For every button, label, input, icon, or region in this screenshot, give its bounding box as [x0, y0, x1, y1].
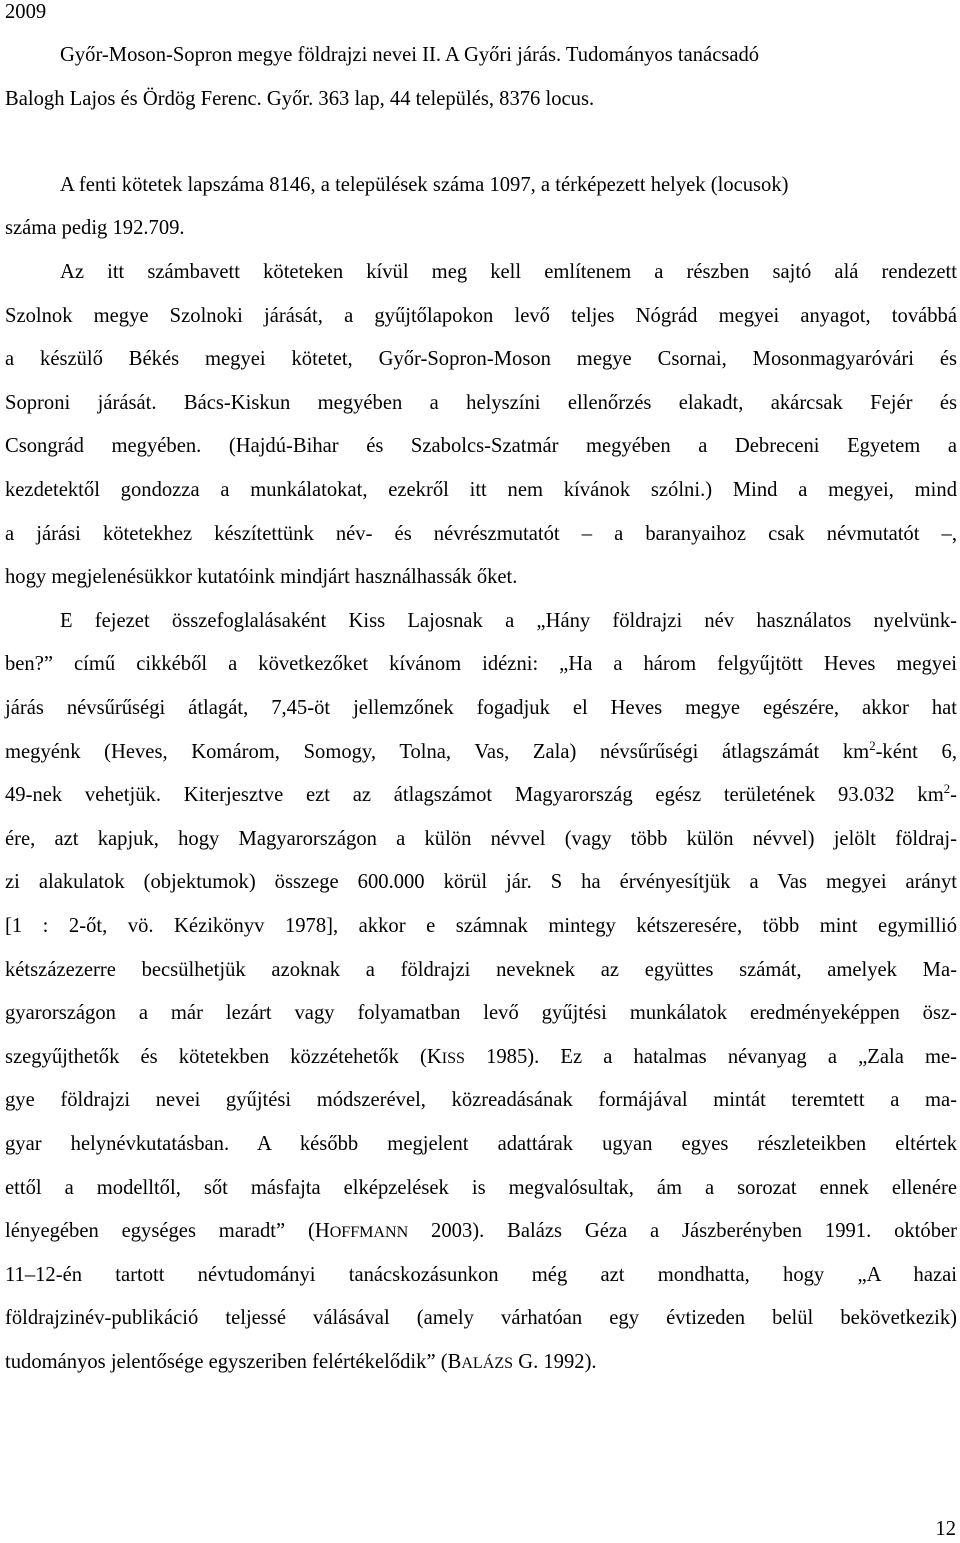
text-line: ére, azt kapjuk, hogy Magyarországon a külön névvel (vagy több külön névvel) jelölt földraj- — [5, 828, 957, 850]
text-line: Csongrád megyében. (Hajdú-Bihar és Szabolcs-Szatmár megyében a Debreceni Egyetem a — [5, 435, 957, 457]
text-span: -ként 6, — [875, 741, 957, 763]
entry-title: Győr-Moson-Sopron megye földrajzi nevei II. A Győri járás. Tudományos tanácsadó — [60, 44, 760, 66]
text-span: lényegében egységes maradt” (H — [5, 1220, 330, 1242]
text-line: Szolnok megye Szolnoki járását, a gyűjtőlapokon levő teljes Nógrád megyei anyagot, továbbá — [5, 305, 957, 327]
text-span: tudományos jelentősége egyszeriben felértékelődik” (B — [5, 1351, 462, 1373]
text-span: - — [950, 784, 957, 806]
summary-line: száma pedig 192.709. — [5, 217, 185, 239]
text-line — [5, 1350, 957, 1374]
text-line: járás névsűrűségi átlagát, 7,45-öt jellemzőnek fogadjuk el Heves megye egészére, akkor hat — [5, 697, 957, 719]
text-line: 11–12-én tartott névtudományi tanácskozásunkon még azt mondhatta, hogy „A hazai — [5, 1264, 957, 1286]
text-line: [1 : 2-őt, vö. Kézikönyv 1978], akkor e számnak mintegy kétszeresére, több mint egymillió — [5, 915, 957, 937]
text-line — [5, 1219, 957, 1243]
text-span: 49-nek vehetjük. Kiterjesztve ezt az átlagszámot Magyarország egész területének 93.032 km — [5, 784, 944, 806]
superscript: 2 — [943, 781, 951, 796]
text-line: a járási kötetekhez készítettünk név- és névrészmutatót – a baranyaihoz csak névmutatót –, — [5, 523, 957, 545]
text-span: 2003). Balázs Géza a Jászberényben 1991. október — [408, 1220, 957, 1242]
text-line: zi alakulatok (objektumok) összege 600.000 körül jár. S ha érvényesítjük a Vas megyei arányt — [5, 871, 957, 893]
text-line: a készülő Békés megyei kötetet, Győr-Sopron-Moson megye Csornai, Mosonmagyaróvári és — [5, 348, 957, 370]
superscript: 2 — [869, 738, 876, 753]
text-span: G. 1992). — [513, 1351, 597, 1373]
text-line: E fejezet összefoglalásaként Kiss Lajosnak a „Hány földrajzi név használatos nyelvünk- — [60, 610, 957, 632]
text-line — [5, 1045, 957, 1069]
text-line: földrajzinév-publikáció teljessé válásával (amely várhatóan egy évtizeden belül bekövetkezik) — [5, 1307, 957, 1329]
text-line: ben?” című cikkéből a következőket kívánom idézni: „Ha a három felgyűjtött Heves megyei — [5, 653, 957, 675]
text-line: kétszázezerre becsülhetjük azoknak a földrajzi neveknek az együttes számát, amelyek Ma- — [5, 959, 957, 981]
text-line — [5, 783, 957, 807]
text-line: gye földrajzi nevei gyűjtési módszerével, közreadásának formájával mintát teremtett a ma- — [5, 1089, 957, 1111]
entry-year: 2009 — [5, 1, 47, 23]
small-caps-name: OFFMANN — [329, 1224, 409, 1241]
summary-line: A fenti kötetek lapszáma 8146, a települések száma 1097, a térképezett helyek (locusok) — [60, 174, 789, 196]
text-line: Soproni járását. Bács-Kiskun megyében a helyszíni ellenőrzés elakadt, akárcsak Fejér és — [5, 392, 957, 414]
text-line: ettől a modelltől, sőt másfajta elképzelések is megvalósultak, ám a sorozat ennek ellenére — [5, 1177, 957, 1199]
text-span: megyénk (Heves, Komárom, Somogy, Tolna, Vas, Zala) névsűrűségi átlagszámát km — [5, 741, 870, 763]
text-line: Az itt számbavett köteteken kívül meg kell említenem a részben sajtó alá rendezett — [60, 261, 957, 283]
text-line: kezdetektől gondozza a munkálatokat, ezekről itt nem kívánok szólni.) Mind a megyei, mind — [5, 479, 957, 501]
text-span: szegyűjthetők és kötetekben közzétehetők (K — [5, 1046, 442, 1068]
entry-detail: Balogh Lajos és Ördög Ferenc. Győr. 363 lap, 44 település, 8376 locus. — [5, 88, 595, 110]
text-span: 1985). Ez a hatalmas névanyag a „Zala me- — [464, 1046, 957, 1068]
small-caps-name: ALÁZS — [461, 1355, 514, 1372]
text-line: hogy megjelenésükkor kutatóink mindjárt használhassák őket. — [5, 566, 518, 588]
text-line: gyar helynévkutatásban. A később megjelent adattárak ugyan egyes részleteikben eltértek — [5, 1133, 957, 1155]
page-number: 12 — [935, 1518, 956, 1540]
text-line — [5, 740, 957, 764]
text-line: gyarországon a már lezárt vagy folyamatban levő gyűjtési munkálatok eredményeképpen ösz- — [5, 1002, 957, 1024]
small-caps-name: ISS — [441, 1050, 465, 1067]
